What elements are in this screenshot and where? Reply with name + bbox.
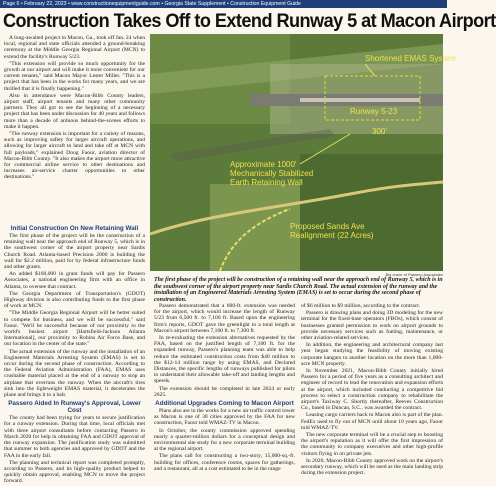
aerial-photo: [150, 34, 456, 271]
label-sands-line1: Proposed Sands Ave: [290, 222, 365, 231]
article-column-1-continued: [4, 223, 145, 486]
label-sands-line2: Realignment (22 Acres): [290, 231, 374, 240]
paragraph: The actual extension of the runway and the installation of an Engineered Materials Arresting System (EMAS) is set to occur during the second phase of construction. According to the Federal Aviation Administration (FAA), EMAS uses crushable material placed at the end of a runway to stop an airplane that overruns the runway. When the aircraft's tires sink into the lightweight EMAS material, it decelerates the plane and brings it to a halt.: [4, 348, 145, 399]
paragraph: of $6 million to $9 million, according to the contract.: [301, 303, 421, 309]
photo-caption: The first phase of the project will be construction of a retaining wall near the approach end of Runway 5, which is in the southwest corner of the airport property near Sardis Church Road. The actual extension of the runway and the installation of an Engineered Materials Arresting System (EMAS) is set to occur during the second phase of construction.: [154, 277, 443, 303]
paragraph: The plans call for constructing a two-story, 15,000-sq.-ft. building for offices, conference rooms, spaces for gatherings, and a restaurant, all at a cost estimated to be in the range: [154, 453, 295, 472]
label-wall-line3: Earth Retaining Wall: [230, 178, 303, 187]
paragraph: The extension should be completed in late 2024 or early 2025.: [154, 385, 295, 398]
paragraph: "The Middle Georgia Regional Airport will be better suited to compete for business, and we will be successful," said Faour. "We'll be successful because of our proximity to the world's busiest airport [Hartsfield-Jackson Atlanta International], our proximity to Robins Air Force Base, and our location in the center of the state.": [4, 310, 145, 348]
paragraph: "The runway extension is important for a variety of reasons, such as improving safety for larger aircraft operations, and allowing for larger aircraft to land and take off at MCN with full payloads," explained Doug Faour, aviation director of Macon-Bibb County. "It also makes the airport more attractive for commercial airline service to other destinations and increases air-service charter opportunities to other destinations.": [4, 131, 145, 181]
section-heading: Initial Construction On New Retaining Wall: [10, 225, 139, 232]
label-distance: 300': [372, 127, 387, 136]
page-header-text: Page 6 • February 22, 2023 • www.constructionequipmentguide.com • Georgia State Supplement • Construction Equipment Guide: [3, 1, 301, 7]
section-heading: Additional Upgrades Coming to Macon Airport: [155, 400, 294, 408]
label-wall-line1: Approximate 1000': [230, 160, 297, 169]
paragraph: In re-evaluating the extension alternatives requested by the FAA, based on the justified length of 7,100 ft. for the expanded runway, Passero's planning team was able to help reduce the estimated construction costs from $40 million to the $12-14 million range by using EMAS, and Declared Distances, the specific lengths of runways published for pilots to understand their allowable take-off and landing lengths and speeds.: [154, 335, 295, 385]
paragraph: Also in attendance were Macon-Bibb County leaders, airport staff, airport tenants and many other community partners. They all got to see the beginning of a necessary project that has been under discussion for 40 years and follows more than a decade of arduous behind-the-scenes efforts to make it happen.: [4, 92, 145, 130]
paragraph: "This extension will provide so much opportunity for the growth at our airport and will make it more convenient for our current tenants," said Macon Mayor Lester Miller. "This is a project that has been in the works for many years, and we are thrilled that it is finally happening.": [4, 60, 145, 92]
photo-credit: Big crane of Passero Associates: [385, 272, 443, 277]
label-wall-line2: Mechanically Stabilized: [230, 169, 314, 178]
label-runway: Runway 5-23: [350, 107, 398, 116]
aerial-photo-graphic: [150, 34, 456, 271]
article-column-2: [154, 303, 295, 473]
paragraph: The planning and technical report was completed promptly, according to Passero, and its high-quality product helped to quickly obtain approval, enabling MCN to move the project forward.: [4, 459, 145, 485]
paragraph: The first phase of the project will be the construction of a retaining wall near the approach end of Runway 5, which is in the southwest corner of the airport property near Sardis Church Road. Atlanta-based Precision 2000 is building the wall for $2.2 million, paid for by federal infrastructure funds and other grants.: [4, 233, 145, 271]
paragraph: Passero is drawing plans and doing 3D modeling for the new terminal for the fixed-base operators (FBOs), which consist of businesses granted permission to work on airport grounds to provide necessary services such as fueling, maintenance, or other aviation-related services.: [301, 310, 443, 342]
paragraph: In October, the county commission approved spending nearly a quarter-million dollars for a conceptual design and environmental site study for a new corporate terminal building at the regional airport.: [154, 427, 295, 453]
headline: Construction Takes Off to Extend Runway 5 at Macon Airport: [3, 10, 496, 32]
paragraph: In 2020, Macon-Bibb County approved work on the airport's secondary runway, which will be used as the main landing strip during the extension project.: [301, 457, 443, 477]
paragraph: The county had been trying for years to secure justification for a runway extension. During that time, local officials met with three airport consultants before contacting Passero in March 2020 for help in obtaining FAA and GDOT approval of the runway expansion. The justification study was submitted that summer to both agencies and approved by GDOT and the FAA in the early fall.: [4, 415, 145, 459]
paragraph: Leasing cargo carriers back to Macon also is part of the plan. FedEx used to fly out of MCN until about 10 years ago, Faour told WMAZ-TV.: [301, 412, 443, 431]
paragraph: Plans also are in the works for a new air traffic control tower as Macon is one of 30 cities approved by the FAA for new construction, Faour told WMAZ-TV in Macon.: [154, 408, 295, 427]
paragraph: A long-awaited project in Macon, Ga., took off Jan. 24 when local, regional and state officials attended a ground-breaking ceremony at the Middle Georgia Regional Airport (MCN) to extend the facility's Runway 5/23.: [4, 35, 145, 60]
paragraph: The new corporate terminal will be a crucial step to boosting the airport's reputation as it will offer the first impression of the community to company executives and other high-profile visitors flying in on private jets.: [301, 432, 443, 457]
paragraph: The Georgia Department of Transportation's (GDOT) Highway division is also contributing funds to the first phase of work at MCN.: [4, 290, 145, 310]
page-header-bar: [0, 0, 447, 8]
paragraph: Passero demonstrated that a 600-ft. extension was needed for the airport, which would increase the length of Runway 5/23 from 6,500 ft. to 7,100 ft. Based upon the engineering firm's reports, GDOT gave the greenlight to a total length at Macon's airport between 7,100 ft. to 7,300 ft.: [154, 303, 295, 334]
label-emas: Shortened EMAS System: [365, 54, 456, 63]
article-column-3: [301, 303, 443, 477]
article-column-1: [4, 35, 145, 182]
section-heading: Passero Aided In Runway's Approval, Lower Cost: [8, 400, 141, 415]
paragraph: An added $168,000 in grant funds will pay for Passero Associates, a national engineering firm with an office in Atlanta, to oversee that contract.: [4, 271, 145, 290]
paragraph: In November 2021, Macon-Bibb County initially hired Passero for a period of five years as a consulting architect and engineer of record to lead the renovation and expansion efforts at the airport, which included conducting a competitive bid process to select a construction company to rehabilitate the airport's Taxiway C. Shortly thereafter, Reeves Construction Co., based in Duncan, S.C., was awarded the contract.: [301, 368, 443, 412]
paragraph: In addition, the engineering and architectural company last year began studying the feasibility of moving existing corporate hangars to another location on the more than 1,000-acre MCN property.: [301, 342, 443, 367]
